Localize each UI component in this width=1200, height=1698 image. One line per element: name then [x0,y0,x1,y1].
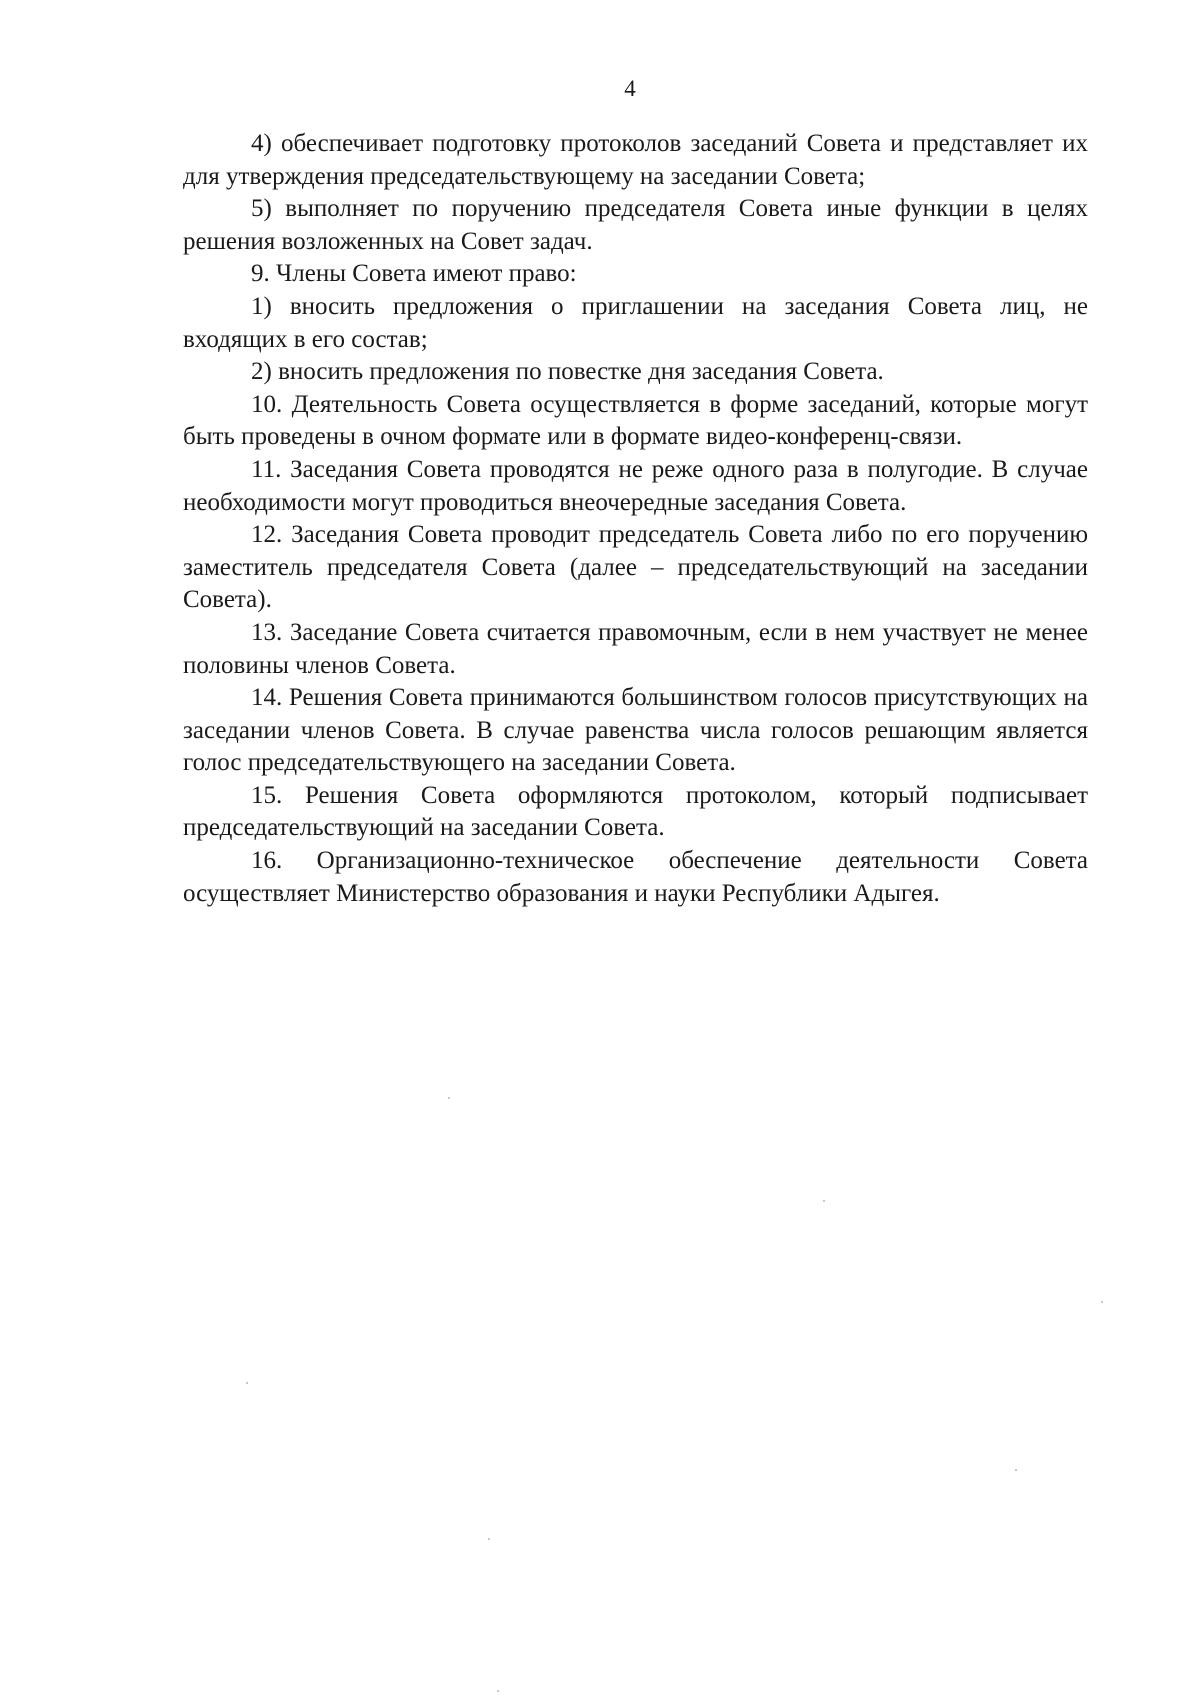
paragraph-clause-9: 9. Члены Совета имеют право: [251,260,577,288]
scan-speck [488,1538,490,1540]
paragraph-clause-13: 13. Заседание Совета считается правомочным, если в нем участвует не менее половины членов Совета. [183,618,1088,679]
scan-speck [1101,1301,1103,1303]
paragraph-clause-10: 10. Деятельность Совета осуществляется в форме заседаний, которые могут быть проведены в очном формате или в формате видео-конференц-связи. [183,390,1088,451]
scan-speck [448,1097,450,1099]
scan-speck [1015,1469,1017,1471]
scan-speck [823,1200,825,1202]
paragraph-item-5: 5) выполняет по поручению председателя Совета иные функции в целях решения возложенных на Совет задач. [183,195,1088,255]
scan-speck [246,1382,248,1384]
page-number: 4 [624,76,636,101]
paragraph-clause-11: 11. Заседания Совета проводятся не реже одного раза в полугодие. В случае необходимости могут проводиться внеочередные заседания Совета. [183,455,1088,516]
paragraph-clause-14: 14. Решения Совета принимаются большинством голосов присутствующих на заседании членов Совета. В случае равенства числа голосов решающим является голос председательствующего на заседании Совета. [183,684,1088,777]
paragraph-right-1: 1) вносить предложения о приглашении на заседания Совета лиц, не входящих в его состав; [183,292,1088,353]
paragraph-clause-15: 15. Решения Совета оформляются протоколом, который подписывает председательствующий на заседании Совета. [183,781,1088,842]
paragraph-clause-12: 12. Заседания Совета проводит председатель Совета либо по его поручению заместитель председателя Совета (далее – председательствующий на заседании Совета). [183,521,1088,614]
paragraph-right-2: 2) вносить предложения по повестке дня заседания Совета. [251,358,884,386]
paragraph-clause-16: 16. Организационно-техническое обеспечение деятельности Совета осуществляет Министерство образования и науки Республики Адыгея. [183,847,1088,907]
scan-speck [497,1690,499,1692]
paragraph-item-4: 4) обеспечивает подготовку протоколов заседаний Совета и представляет их для утверждения председательствующему на заседании Совета; [183,130,1088,190]
document-body [183,128,1088,910]
